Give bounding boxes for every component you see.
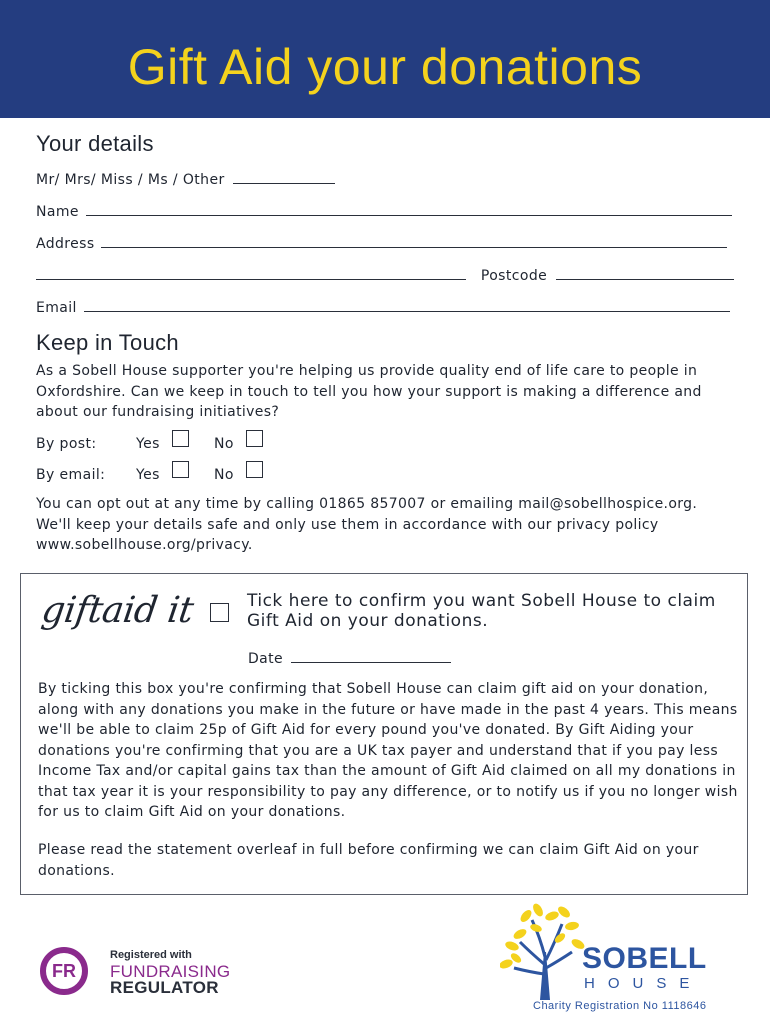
charity-registration: Charity Registration No 1118646: [533, 1000, 707, 1012]
date-input-line[interactable]: [291, 648, 451, 663]
sobell-wordmark: SOBELL: [582, 942, 707, 975]
opt-out-text: You can opt out at any time by calling 01865 857007 or emailing mail@sobellhospice.org. We'll keep your details safe and only use them in accordance with our privacy policy www.sobellhouse.org/privacy.: [36, 496, 698, 553]
your-details-heading: Your details: [36, 131, 154, 156]
email-row: [36, 297, 730, 317]
fundraising-regulator-icon: [40, 947, 88, 995]
title-row: [36, 169, 335, 189]
by-email-yes-label: Yes: [136, 467, 160, 483]
keep-in-touch-heading: Keep in Touch: [36, 330, 179, 355]
email-label: Email: [36, 300, 77, 316]
by-post-yes-checkbox[interactable]: [172, 430, 189, 447]
fr-fundraising-text: FUNDRAISING: [110, 962, 231, 981]
name-input-line[interactable]: [86, 201, 732, 216]
date-row: [248, 648, 451, 668]
by-email-no-label: No: [214, 467, 234, 483]
address-input-line[interactable]: [101, 233, 727, 248]
name-label: Name: [36, 204, 79, 220]
by-email-no-checkbox[interactable]: [246, 461, 263, 478]
gift-aid-read-statement: Please read the statement overleaf in full before confirming we can claim Gift Aid on your donations.: [38, 842, 699, 879]
postcode-input-line[interactable]: [556, 265, 734, 280]
address-label: Address: [36, 236, 95, 252]
date-label: Date: [248, 651, 284, 667]
gift-aid-checkbox[interactable]: [210, 603, 229, 622]
address-line-2[interactable]: [36, 265, 466, 280]
house-wordmark: HOUSE: [584, 975, 703, 992]
by-post-yes-label: Yes: [136, 436, 160, 452]
postcode-label: Postcode: [480, 268, 548, 284]
by-email-yes-checkbox[interactable]: [172, 461, 189, 478]
postcode-row: [36, 265, 734, 285]
gift-aid-body: By ticking this box you're confirming that Sobell House can claim gift aid on your donation, along with any donations you make in the future or have made in the past 4 years. This means we'll be able to claim 25p of Gift Aid for every pound you've donated. By Gift Aiding your donations you're confirming that you are a UK tax payer and understand that if you pay less Income Tax and/or capital gains tax than the amount of Gift Aid claimed on all my donations in that tax year it is your responsibility to pay any difference, or to notify us if you no longer wish for us to claim Gift Aid on your donations.: [38, 681, 738, 820]
name-row: [36, 201, 732, 221]
address-row: [36, 233, 727, 253]
by-post-no-label: No: [214, 436, 234, 452]
title-label: Mr/ Mrs/ Miss / Ms / Other: [36, 172, 225, 188]
sobell-tree-icon: [500, 902, 590, 1002]
fr-regulator-text: REGULATOR: [110, 978, 219, 997]
giftaid-it-logo: giftaid it: [39, 590, 196, 631]
keep-in-touch-intro: As a Sobell House supporter you're helping us provide quality end of life care to people in Oxfordshire. Can we keep in touch to tell you how your support is making a difference and about our fundraising initiatives?: [36, 363, 702, 420]
fr-initials: FR: [52, 960, 76, 981]
page-title: Gift Aid your donations: [127, 39, 643, 95]
gift-aid-tick-text: Tick here to confirm you want Sobell House to claim Gift Aid on your donations.: [247, 591, 716, 631]
fr-registered-text: Registered with: [110, 949, 192, 961]
title-input-line[interactable]: [233, 169, 335, 184]
email-input-line[interactable]: [84, 297, 730, 312]
by-post-no-checkbox[interactable]: [246, 430, 263, 447]
by-email-label: By email:: [36, 467, 106, 483]
by-post-label: By post:: [36, 436, 97, 452]
